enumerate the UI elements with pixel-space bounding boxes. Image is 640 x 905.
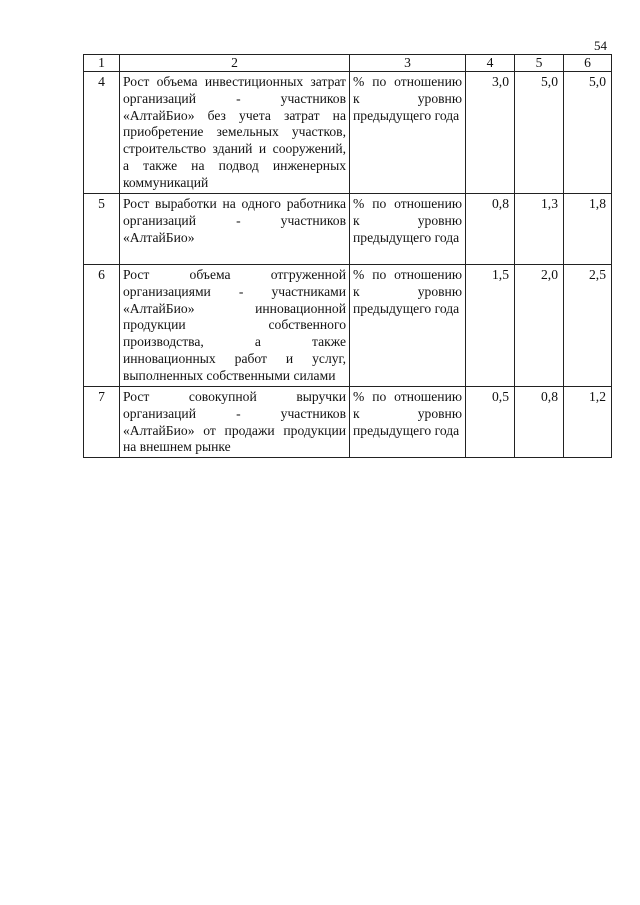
row-number: 5 (84, 194, 120, 265)
table-row (84, 194, 612, 265)
indicator-name: Рост объема инвестиционных затрат организаций - участников «АлтайБио» без учета затрат на приобретение земельных участков, строительство зданий и сооружений, а также на подвод инженерных коммуникаций (120, 72, 350, 194)
value-col-5: 2,0 (515, 265, 564, 387)
page-number: 54 (594, 38, 607, 53)
value-col-6: 1,2 (564, 387, 612, 458)
value-col-6: 5,0 (564, 72, 612, 194)
value-col-6: 1,8 (564, 194, 612, 265)
header-cell: 4 (466, 55, 515, 72)
indicator-unit: % по отношению к уровню предыдущего года (350, 194, 466, 265)
value-col-4: 1,5 (466, 265, 515, 387)
row-number: 6 (84, 265, 120, 387)
indicator-name: Рост выработки на одного работника организаций - участников «АлтайБио» (120, 194, 350, 265)
header-cell: 5 (515, 55, 564, 72)
header-cell: 6 (564, 55, 612, 72)
indicator-name: Рост объема отгруженной организациями - участниками «АлтайБио» инновационной продукции собственного производства, а также инновационных работ и услуг, выполненных собственными силами (120, 265, 350, 387)
indicator-unit: % по отношению к уровню предыдущего года (350, 387, 466, 458)
indicator-unit: % по отношению к уровню предыдущего года (350, 72, 466, 194)
value-col-4: 0,5 (466, 387, 515, 458)
value-col-4: 3,0 (466, 72, 515, 194)
indicators-table (83, 54, 612, 458)
header-cell: 3 (350, 55, 466, 72)
indicator-unit: % по отношению к уровню предыдущего года (350, 265, 466, 387)
indicator-name: Рост совокупной выручки организаций - участников «АлтайБио» от продажи продукции на внешнем рынке (120, 387, 350, 458)
value-col-5: 5,0 (515, 72, 564, 194)
value-col-4: 0,8 (466, 194, 515, 265)
row-number: 4 (84, 72, 120, 194)
value-col-5: 0,8 (515, 387, 564, 458)
table-row (84, 72, 612, 194)
table-row (84, 387, 612, 458)
value-col-5: 1,3 (515, 194, 564, 265)
table-row (84, 265, 612, 387)
value-col-6: 2,5 (564, 265, 612, 387)
header-cell: 1 (84, 55, 120, 72)
header-cell: 2 (120, 55, 350, 72)
table-header-row (84, 55, 612, 72)
row-number: 7 (84, 387, 120, 458)
